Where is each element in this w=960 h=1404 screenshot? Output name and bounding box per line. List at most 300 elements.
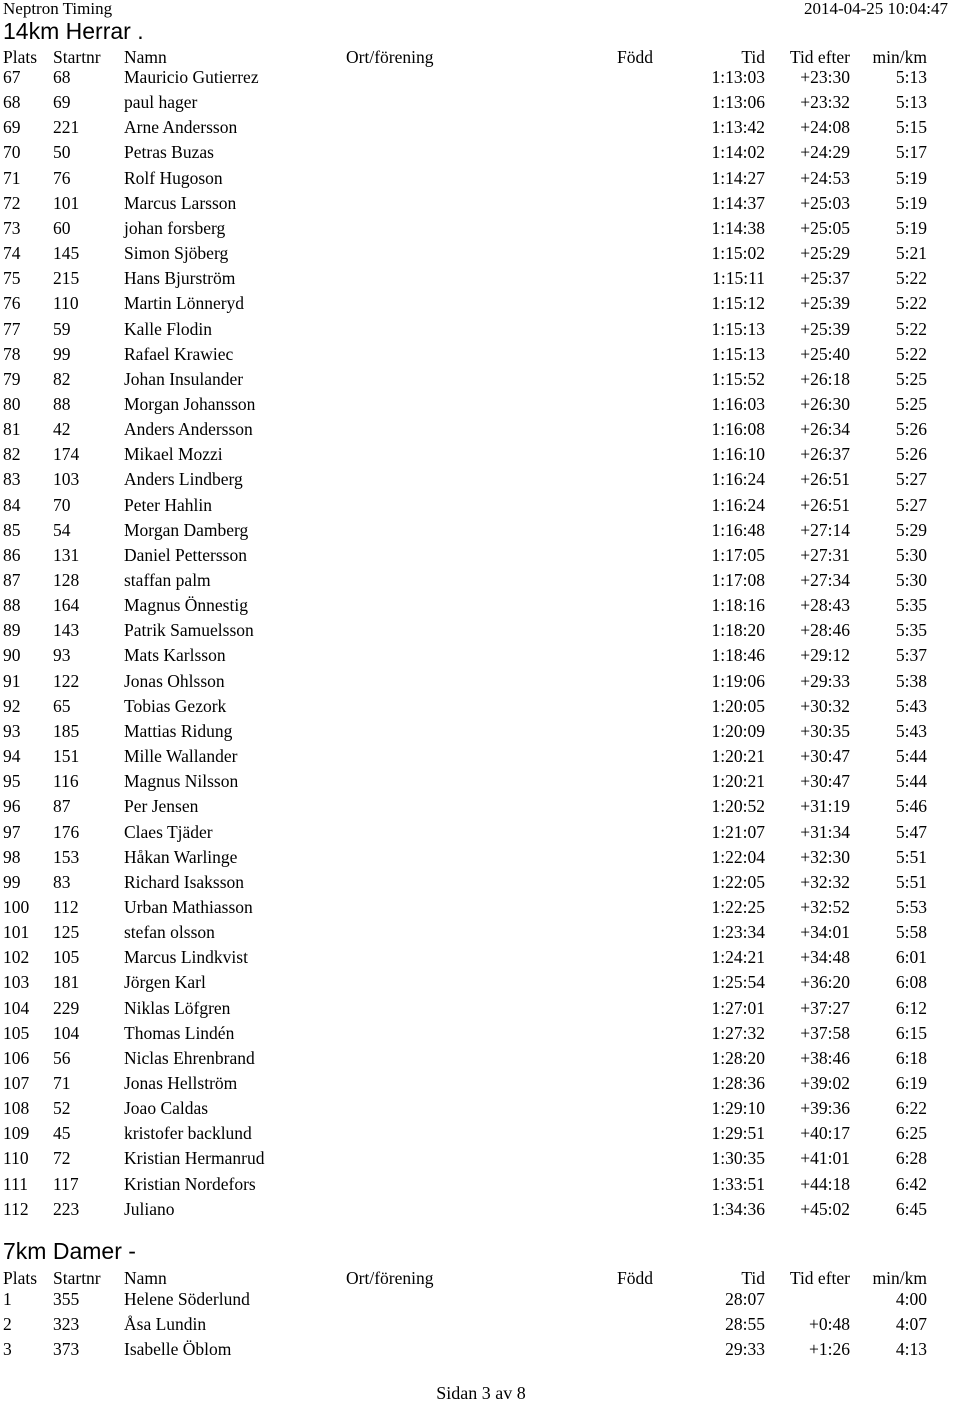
result-tid: 1:20:52 xyxy=(711,796,765,817)
result-tid-efter: +24:29 xyxy=(800,142,850,163)
result-tid: 1:20:21 xyxy=(711,746,765,767)
result-tid: 1:15:12 xyxy=(711,293,765,314)
section-title: 14km Herrar . xyxy=(3,18,144,44)
result-row xyxy=(0,895,960,920)
result-startnr: 128 xyxy=(53,570,80,590)
result-tid: 1:30:35 xyxy=(711,1148,765,1169)
result-tid: 1:17:08 xyxy=(711,570,765,590)
result-tid: 1:14:37 xyxy=(711,192,765,213)
result-tid: 1:33:51 xyxy=(711,1173,765,1194)
result-row xyxy=(0,769,960,794)
result-min-km: 5:43 xyxy=(895,720,927,741)
result-plats: 73 xyxy=(3,217,21,238)
result-row xyxy=(0,241,960,266)
result-startnr: 101 xyxy=(53,192,80,213)
result-plats: 81 xyxy=(3,419,21,440)
result-min-km: 5:13 xyxy=(895,92,927,113)
result-row xyxy=(0,870,960,895)
result-tid: 1:34:36 xyxy=(711,1198,765,1219)
result-namn: Magnus Nilsson xyxy=(124,771,239,792)
result-tid: 1:15:02 xyxy=(711,243,765,264)
result-tid-efter: +1:26 xyxy=(809,1339,850,1360)
result-namn: Niclas Ehrenbrand xyxy=(124,1047,255,1068)
result-tid-efter: +23:32 xyxy=(800,92,850,113)
result-startnr: 71 xyxy=(53,1073,71,1093)
result-namn: Kalle Flodin xyxy=(124,318,212,339)
result-row xyxy=(0,115,960,140)
result-row xyxy=(0,291,960,316)
result-row xyxy=(0,794,960,819)
column-header-min-km: min/km xyxy=(872,47,927,67)
result-tid: 1:16:03 xyxy=(711,393,765,414)
result-row xyxy=(0,744,960,769)
result-tid-efter: +40:17 xyxy=(800,1123,850,1144)
result-row xyxy=(0,417,960,442)
result-tid-efter: +24:53 xyxy=(800,167,850,188)
result-plats: 3 xyxy=(3,1339,12,1360)
result-row xyxy=(0,442,960,467)
result-plats: 90 xyxy=(3,645,21,666)
result-min-km: 5:25 xyxy=(895,368,927,389)
result-startnr: 145 xyxy=(53,243,80,264)
result-min-km: 5:17 xyxy=(895,142,927,163)
result-min-km: 5:27 xyxy=(895,469,927,490)
result-row xyxy=(0,392,960,417)
result-tid-efter: +30:47 xyxy=(800,746,850,767)
result-plats: 112 xyxy=(3,1198,29,1219)
result-min-km: 6:19 xyxy=(895,1073,927,1093)
result-tid-efter: +32:30 xyxy=(800,846,850,867)
result-row xyxy=(0,669,960,694)
result-plats: 102 xyxy=(3,947,30,968)
result-plats: 96 xyxy=(3,796,21,817)
result-tid-efter: +45:02 xyxy=(800,1198,850,1219)
result-plats: 75 xyxy=(3,268,21,289)
result-plats: 89 xyxy=(3,620,21,641)
result-min-km: 6:42 xyxy=(895,1173,927,1194)
result-plats: 101 xyxy=(3,922,30,943)
result-min-km: 5:22 xyxy=(895,293,927,314)
result-row xyxy=(0,1337,960,1362)
result-min-km: 5:44 xyxy=(895,746,927,767)
column-header-min-km: min/km xyxy=(872,1268,927,1288)
result-tid: 28:07 xyxy=(725,1289,765,1309)
result-namn: Anders Lindberg xyxy=(124,469,243,490)
result-tid-efter: +36:20 xyxy=(800,972,850,993)
result-namn: Anders Andersson xyxy=(124,419,253,440)
result-tid-efter: +32:32 xyxy=(800,871,850,892)
result-tid-efter: +41:01 xyxy=(800,1148,850,1169)
result-min-km: 6:18 xyxy=(895,1047,927,1068)
result-row xyxy=(0,845,960,870)
result-min-km: 5:37 xyxy=(895,645,927,666)
result-namn: Marcus Lindkvist xyxy=(124,947,248,968)
result-tid: 1:16:24 xyxy=(711,469,765,490)
result-tid-efter: +25:03 xyxy=(800,192,850,213)
result-min-km: 5:51 xyxy=(895,871,927,892)
result-startnr: 56 xyxy=(53,1047,71,1068)
result-namn: Daniel Pettersson xyxy=(124,544,247,565)
result-tid: 1:27:01 xyxy=(711,997,765,1018)
result-row xyxy=(0,367,960,392)
result-plats: 2 xyxy=(3,1314,12,1335)
result-tid: 1:25:54 xyxy=(711,972,765,993)
result-plats: 70 xyxy=(3,142,21,163)
result-startnr: 69 xyxy=(53,92,71,113)
result-namn: Petras Buzas xyxy=(124,142,214,163)
result-min-km: 5:30 xyxy=(895,570,927,590)
result-plats: 78 xyxy=(3,343,21,364)
section-title: 7km Damer - xyxy=(3,1238,136,1264)
result-row xyxy=(0,719,960,744)
result-min-km: 6:08 xyxy=(895,972,927,993)
result-min-km: 5:27 xyxy=(895,494,927,515)
result-tid-efter: +25:39 xyxy=(800,318,850,339)
result-tid: 1:24:21 xyxy=(711,947,765,968)
result-startnr: 60 xyxy=(53,217,71,238)
result-tid: 1:18:46 xyxy=(711,645,765,666)
result-tid-efter: +39:02 xyxy=(800,1073,850,1093)
result-startnr: 104 xyxy=(53,1022,80,1043)
result-plats: 97 xyxy=(3,821,21,842)
result-startnr: 355 xyxy=(53,1289,80,1309)
result-min-km: 5:15 xyxy=(895,117,927,138)
result-plats: 67 xyxy=(3,67,21,87)
result-tid: 28:55 xyxy=(725,1314,765,1335)
result-startnr: 110 xyxy=(53,293,79,314)
result-namn: Peter Hahlin xyxy=(124,494,212,515)
result-namn: Jonas Hellström xyxy=(124,1073,238,1093)
result-min-km: 5:29 xyxy=(895,519,927,540)
result-min-km: 6:25 xyxy=(895,1123,927,1144)
result-min-km: 4:13 xyxy=(895,1339,927,1360)
result-startnr: 59 xyxy=(53,318,71,339)
result-row xyxy=(0,996,960,1021)
result-plats: 88 xyxy=(3,595,21,616)
result-tid: 1:15:52 xyxy=(711,368,765,389)
result-row xyxy=(0,1287,960,1312)
result-tid-efter: +34:01 xyxy=(800,922,850,943)
result-namn: Tobias Gezork xyxy=(124,695,227,716)
result-startnr: 88 xyxy=(53,393,71,414)
result-namn: Mille Wallander xyxy=(124,746,238,767)
result-startnr: 70 xyxy=(53,494,71,515)
result-startnr: 65 xyxy=(53,695,71,716)
result-namn: kristofer backlund xyxy=(124,1123,252,1144)
result-min-km: 6:22 xyxy=(895,1098,927,1119)
result-namn: Mauricio Gutierrez xyxy=(124,67,259,87)
result-row xyxy=(0,191,960,216)
result-plats: 87 xyxy=(3,570,21,590)
result-tid-efter: +44:18 xyxy=(800,1173,850,1194)
result-row xyxy=(0,166,960,191)
result-row xyxy=(0,568,960,593)
result-tid-efter: +29:33 xyxy=(800,670,850,691)
result-tid: 1:16:24 xyxy=(711,494,765,515)
result-tid: 1:19:06 xyxy=(711,670,765,691)
result-plats: 110 xyxy=(3,1148,29,1169)
result-row xyxy=(0,643,960,668)
result-startnr: 185 xyxy=(53,720,80,741)
column-header-ort: Ort/förening xyxy=(346,1268,434,1288)
result-row xyxy=(0,1146,960,1171)
result-startnr: 151 xyxy=(53,746,80,767)
result-tid-efter: +34:48 xyxy=(800,947,850,968)
column-header-tid: Tid xyxy=(741,47,765,67)
result-namn: Juliano xyxy=(124,1198,175,1219)
result-row xyxy=(0,216,960,241)
result-tid-efter: +26:30 xyxy=(800,393,850,414)
result-namn: Urban Mathiasson xyxy=(124,896,253,917)
result-row xyxy=(0,90,960,115)
result-plats: 94 xyxy=(3,746,21,767)
result-tid: 1:16:08 xyxy=(711,419,765,440)
result-startnr: 174 xyxy=(53,444,80,465)
result-namn: Åsa Lundin xyxy=(124,1314,207,1335)
result-min-km: 5:35 xyxy=(895,595,927,616)
result-namn: stefan olsson xyxy=(124,922,215,943)
result-namn: Marcus Larsson xyxy=(124,192,237,213)
result-plats: 93 xyxy=(3,720,21,741)
result-row xyxy=(0,1046,960,1071)
result-row xyxy=(0,1312,960,1337)
result-row xyxy=(0,65,960,90)
print-timestamp: 2014-04-25 10:04:47 xyxy=(803,0,948,18)
result-row xyxy=(0,543,960,568)
result-startnr: 105 xyxy=(53,947,80,968)
result-startnr: 72 xyxy=(53,1148,71,1169)
result-plats: 72 xyxy=(3,192,21,213)
result-namn: Rafael Krawiec xyxy=(124,343,234,364)
result-tid: 1:29:10 xyxy=(711,1098,765,1119)
result-min-km: 5:44 xyxy=(895,771,927,792)
result-plats: 80 xyxy=(3,393,21,414)
result-startnr: 122 xyxy=(53,670,80,691)
result-plats: 103 xyxy=(3,972,30,993)
result-plats: 108 xyxy=(3,1098,30,1119)
result-tid: 1:16:10 xyxy=(711,444,765,465)
result-startnr: 76 xyxy=(53,167,71,188)
result-tid-efter: +30:35 xyxy=(800,720,850,741)
column-header-plats: Plats xyxy=(3,1268,38,1288)
result-row xyxy=(0,467,960,492)
result-startnr: 229 xyxy=(53,997,80,1018)
result-tid: 1:29:51 xyxy=(711,1123,765,1144)
result-min-km: 5:35 xyxy=(895,620,927,641)
result-min-km: 5:19 xyxy=(895,192,927,213)
result-tid-efter: +26:51 xyxy=(800,494,850,515)
result-namn: Simon Sjöberg xyxy=(124,243,229,264)
result-min-km: 5:25 xyxy=(895,393,927,414)
column-header-fodd: Född xyxy=(617,1268,653,1288)
result-tid: 29:33 xyxy=(725,1339,765,1360)
result-tid: 1:22:25 xyxy=(711,896,765,917)
result-namn: Martin Lönneryd xyxy=(124,293,245,314)
result-min-km: 5:19 xyxy=(895,167,927,188)
result-namn: Patrik Samuelsson xyxy=(124,620,254,641)
result-namn: Jörgen Karl xyxy=(124,972,206,993)
result-tid: 1:22:05 xyxy=(711,871,765,892)
result-tid-efter: +37:58 xyxy=(800,1022,850,1043)
result-min-km: 5:22 xyxy=(895,343,927,364)
column-header-ort: Ort/förening xyxy=(346,47,434,67)
result-tid-efter: +25:37 xyxy=(800,268,850,289)
result-startnr: 52 xyxy=(53,1098,71,1119)
column-header-fodd: Född xyxy=(617,47,653,67)
result-tid-efter: +28:43 xyxy=(800,595,850,616)
result-tid: 1:17:05 xyxy=(711,544,765,565)
result-min-km: 5:26 xyxy=(895,419,927,440)
result-min-km: 5:21 xyxy=(895,243,927,264)
result-plats: 105 xyxy=(3,1022,30,1043)
result-row xyxy=(0,694,960,719)
result-plats: 111 xyxy=(3,1173,28,1194)
result-plats: 99 xyxy=(3,871,21,892)
result-startnr: 87 xyxy=(53,796,71,817)
result-min-km: 5:26 xyxy=(895,444,927,465)
result-row xyxy=(0,140,960,165)
result-tid-efter: +26:18 xyxy=(800,368,850,389)
result-plats: 74 xyxy=(3,243,21,264)
result-startnr: 181 xyxy=(53,972,80,993)
result-plats: 77 xyxy=(3,318,21,339)
result-tid-efter: +31:34 xyxy=(800,821,850,842)
result-tid-efter: +30:47 xyxy=(800,771,850,792)
result-tid: 1:15:11 xyxy=(712,268,765,289)
result-tid-efter: +25:40 xyxy=(800,343,850,364)
result-namn: Morgan Damberg xyxy=(124,519,249,540)
result-min-km: 6:45 xyxy=(895,1198,927,1219)
result-startnr: 323 xyxy=(53,1314,80,1335)
result-startnr: 54 xyxy=(53,519,71,540)
result-tid-efter: +26:37 xyxy=(800,444,850,465)
result-tid: 1:27:32 xyxy=(711,1022,765,1043)
result-row xyxy=(0,618,960,643)
result-plats: 71 xyxy=(3,167,21,188)
result-startnr: 116 xyxy=(53,771,79,792)
result-startnr: 68 xyxy=(53,67,71,87)
result-min-km: 5:51 xyxy=(895,846,927,867)
result-startnr: 103 xyxy=(53,469,80,490)
result-tid: 1:28:36 xyxy=(711,1073,765,1093)
result-startnr: 83 xyxy=(53,871,71,892)
result-plats: 92 xyxy=(3,695,21,716)
result-namn: Per Jensen xyxy=(124,796,199,817)
result-tid: 1:20:21 xyxy=(711,771,765,792)
page-header xyxy=(0,0,960,20)
result-namn: Hans Bjurström xyxy=(124,268,236,289)
result-startnr: 131 xyxy=(53,544,80,565)
result-tid: 1:20:05 xyxy=(711,695,765,716)
result-tid: 1:21:07 xyxy=(711,821,765,842)
result-plats: 79 xyxy=(3,368,21,389)
result-tid: 1:28:20 xyxy=(711,1047,765,1068)
result-namn: Johan Insulander xyxy=(124,368,244,389)
result-min-km: 5:47 xyxy=(895,821,927,842)
result-namn: Mikael Mozzi xyxy=(124,444,223,465)
result-tid-efter: +0:48 xyxy=(809,1314,850,1335)
result-min-km: 5:13 xyxy=(895,67,927,87)
result-tid-efter: +39:36 xyxy=(800,1098,850,1119)
result-row xyxy=(0,1071,960,1096)
result-tid-efter: +38:46 xyxy=(800,1047,850,1068)
column-header-startnr: Startnr xyxy=(53,47,101,67)
result-startnr: 164 xyxy=(53,595,80,616)
result-tid-efter: +29:12 xyxy=(800,645,850,666)
result-startnr: 143 xyxy=(53,620,80,641)
result-startnr: 176 xyxy=(53,821,80,842)
result-tid-efter: +31:19 xyxy=(800,796,850,817)
result-tid-efter: +27:31 xyxy=(800,544,850,565)
result-plats: 85 xyxy=(3,519,21,540)
result-startnr: 125 xyxy=(53,922,80,943)
column-header-plats: Plats xyxy=(3,47,38,67)
result-min-km: 5:30 xyxy=(895,544,927,565)
result-plats: 1 xyxy=(3,1289,12,1309)
result-row xyxy=(0,518,960,543)
result-tid-efter: +32:52 xyxy=(800,896,850,917)
result-tid-efter: +27:14 xyxy=(800,519,850,540)
result-min-km: 5:19 xyxy=(895,217,927,238)
result-row xyxy=(0,1021,960,1046)
result-plats: 76 xyxy=(3,293,21,314)
result-tid-efter: +26:34 xyxy=(800,419,850,440)
result-min-km: 5:38 xyxy=(895,670,927,691)
result-tid: 1:20:09 xyxy=(711,720,765,741)
column-header-tid: Tid xyxy=(741,1268,765,1288)
result-namn: Helene Söderlund xyxy=(124,1289,250,1309)
result-namn: paul hager xyxy=(124,92,198,113)
result-startnr: 221 xyxy=(53,117,80,138)
result-min-km: 6:12 xyxy=(895,997,927,1018)
result-namn: Joao Caldas xyxy=(124,1098,209,1119)
result-tid: 1:14:02 xyxy=(711,142,765,163)
result-min-km: 5:22 xyxy=(895,318,927,339)
result-min-km: 5:53 xyxy=(895,896,927,917)
result-tid: 1:22:04 xyxy=(711,846,765,867)
result-tid-efter: +30:32 xyxy=(800,695,850,716)
result-namn: Morgan Johansson xyxy=(124,393,256,414)
result-plats: 95 xyxy=(3,771,21,792)
result-namn: Kristian Hermanrud xyxy=(124,1148,265,1169)
result-startnr: 215 xyxy=(53,268,80,289)
result-plats: 107 xyxy=(3,1073,30,1093)
result-row xyxy=(0,1197,960,1222)
result-namn: Richard Isaksson xyxy=(124,871,245,892)
result-row xyxy=(0,266,960,291)
result-row xyxy=(0,593,960,618)
column-header-startnr: Startnr xyxy=(53,1268,101,1288)
result-tid: 1:14:27 xyxy=(711,167,765,188)
result-min-km: 5:46 xyxy=(895,796,927,817)
result-namn: staffan palm xyxy=(124,570,211,590)
result-tid: 1:14:38 xyxy=(711,217,765,238)
result-tid: 1:23:34 xyxy=(711,922,765,943)
result-tid: 1:16:48 xyxy=(711,519,765,540)
result-namn: Niklas Löfgren xyxy=(124,997,231,1018)
result-row xyxy=(0,1172,960,1197)
column-header-tid-efter: Tid efter xyxy=(789,1268,850,1288)
result-row xyxy=(0,1096,960,1121)
result-namn: Jonas Ohlsson xyxy=(124,670,225,691)
result-row xyxy=(0,493,960,518)
result-namn: Claes Tjäder xyxy=(124,821,213,842)
result-tid: 1:15:13 xyxy=(711,318,765,339)
result-min-km: 5:58 xyxy=(895,922,927,943)
result-tid: 1:13:06 xyxy=(711,92,765,113)
result-min-km: 6:15 xyxy=(895,1022,927,1043)
result-startnr: 99 xyxy=(53,343,71,364)
